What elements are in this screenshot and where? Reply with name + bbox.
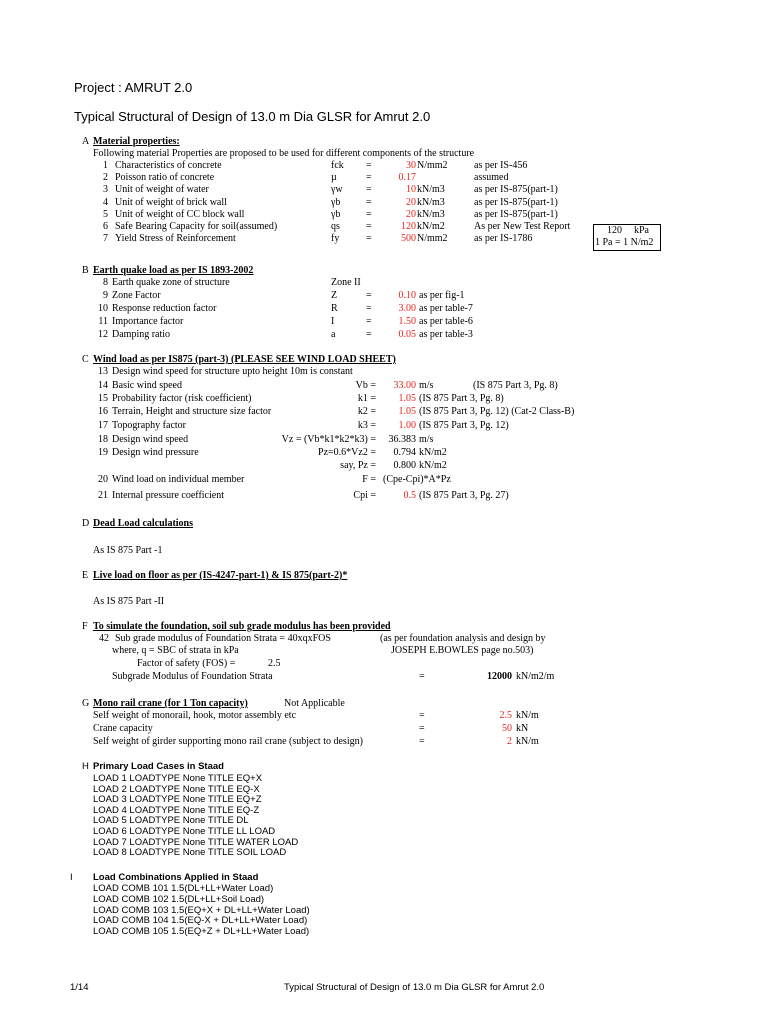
equals-sign: = [366,221,372,232]
row-symbol: F = [362,474,376,485]
equals-sign: = [366,328,372,340]
load-case-line: LOAD 1 LOADTYPE None TITLE EQ+X [93,773,263,784]
row-number: 3 [103,184,108,196]
row-value: 120 [401,221,416,232]
fos-value: 2.5 [268,658,281,669]
subgrade-label: Subgrade Modulus of Foundation Strata [112,671,273,682]
equals-sign: = [419,722,425,734]
equals-sign: = [366,315,372,327]
equals-sign: = [366,289,372,301]
section-letter: E [82,570,89,581]
row-note: as per IS-1786 [474,233,533,245]
row-note: (IS 875 Part 3, Pg. 8) [473,380,558,391]
row-description: Poisson ratio of concrete [115,172,215,184]
row-symbol: k1 = [357,393,376,404]
section-intro: Following material Properties are proposed to be used for different components of the structure [93,148,475,159]
row-value: 0.794 [393,447,416,458]
row-symbol: Z [331,289,338,301]
row-note: as per table-6 [419,315,473,327]
row-note: as per table-3 [419,328,473,340]
sbc-box-unit: kPa [634,225,649,236]
row-number: 4 [103,196,108,208]
load-combination-line: LOAD COMB 102 1.5(DL+LL+Soil Load) [93,893,265,905]
row-unit: kN/m3 [417,208,445,220]
row-symbol: µ [331,172,337,184]
row-value: 0.10 [398,289,416,301]
row-symbol: a [331,328,336,340]
row-description: Response reduction factor [112,302,217,314]
load-combination-line: LOAD COMB 103 1.5(EQ+X + DL+LL+Water Load) [93,904,310,916]
section-heading: Dead Load calculations [93,518,194,529]
equals-sign: = [366,196,372,208]
row-symbol: fck [331,160,344,171]
page-number: 1/14 [70,982,89,993]
section-heading: Live load on floor as per (IS-4247-part-1) & IS 875(part-2)* [93,570,348,581]
subgrade-value: 12000 [487,671,512,682]
section-letter: A [82,136,90,147]
reference-line-2: JOSEPH E.BOWLES page no.503) [391,645,534,656]
row-unit: kN/m2 [417,221,445,232]
load-combination-line: LOAD COMB 101 1.5(DL+LL+Water Load) [93,883,274,894]
row-symbol: fy [331,233,340,245]
equals-sign: = [419,735,425,747]
row-note: as per table-7 [419,302,473,314]
row-note: (IS 875 Part 3, Pg. 12) (Cat-2 Class-B) [419,406,575,417]
row-description: Wind load on individual member [112,474,245,485]
row-value: (Cpe-Cpi)*A*Pz [383,474,451,485]
reference-line-1: (as per foundation analysis and design by [380,633,546,644]
row-value: 1.05 [398,393,416,404]
row-description: Self weight of monorail, hook, motor assembly etc [93,710,297,721]
row-number: 19 [98,447,108,458]
row-number: 17 [98,420,108,431]
row-description: Probability factor (risk coefficient) [112,393,252,404]
row-symbol: k3 = [357,420,376,431]
row-value: 2.5 [499,710,512,721]
row-number: 15 [98,393,108,404]
section-heading: Load Combinations Applied in Staad [93,872,259,883]
equals-sign: = [366,233,372,245]
row-description: Unit of weight of brick wall [115,196,227,208]
row-number: 5 [103,208,108,220]
load-case-line: LOAD 2 LOADTYPE None TITLE EQ-X [93,783,260,795]
row-description: Crane capacity [93,722,153,734]
equals-sign: = [366,208,372,220]
row-value: 50 [502,722,512,734]
section-heading: Mono rail crane (for 1 Ton capacity) [93,698,248,709]
sbc-box [593,224,661,251]
row-description: Design wind speed for structure upto height 10m is constant [112,366,353,377]
row-note: assumed [474,172,509,184]
section-heading: Earth quake load as per IS 1893-2002 [93,265,254,276]
crane-status: Not Applicable [284,698,345,709]
load-case-line: LOAD 7 LOADTYPE None TITLE WATER LOAD [93,836,299,848]
sbc-box-value: 120 [607,225,622,236]
section-heading: To simulate the foundation, soil sub grade modulus has been provided [93,621,391,632]
row-number: 14 [98,380,108,391]
row-value: 30 [406,160,416,171]
equals-sign: = [366,160,372,171]
row-note: as per IS-875(part-1) [474,184,558,196]
equals-sign: = [366,184,372,196]
row-number: 12 [98,328,108,340]
row-symbol: γb [331,208,341,220]
row-value: 36.383 [388,434,416,445]
row-unit: kN/m3 [417,184,445,196]
row-description: Damping ratio [112,328,171,340]
row-value: 0.800 [393,460,416,471]
row-number: 21 [98,490,108,501]
row-number: 9 [103,289,108,301]
row-description: Basic wind speed [112,380,182,391]
row-description: Importance factor [112,315,184,327]
row-note: As per New Test Report [474,221,571,232]
row-symbol: Vb = [355,380,376,391]
project-line: Project : AMRUT 2.0 [74,80,193,95]
row-description: Design wind speed [112,434,189,445]
row-symbol: Cpi = [353,490,376,501]
row-symbol: γw [331,184,343,196]
row-unit: kN/m2 [419,447,447,458]
row-description: Safe Bearing Capacity for soil(assumed) [115,221,278,232]
row-value: 0.05 [398,328,416,340]
row-number: 11 [98,315,108,327]
load-case-line: LOAD 3 LOADTYPE None TITLE EQ+Z [93,794,262,806]
row-number: 13 [98,366,108,377]
row-symbol: Zone II [331,277,361,288]
row-description: Unit of weight of CC block wall [115,208,245,220]
section-letter: H [82,761,89,772]
row-description: Earth quake zone of structure [112,277,230,288]
row-value: 2 [507,735,512,747]
row-value: 10 [406,184,416,196]
row-symbol: Vz = (Vb*k1*k2*k3) = [281,434,376,445]
load-case-line: LOAD 4 LOADTYPE None TITLE EQ-Z [93,804,260,816]
row-unit: m/s [419,434,434,445]
fos-label: Factor of safety (FOS) = [137,658,236,669]
row-number: 1 [103,160,108,171]
row-number: 20 [98,474,108,485]
section-heading: Material properties: [93,136,180,147]
row-note: as per IS-456 [474,160,528,171]
subgrade-unit: kN/m2/m [516,671,555,682]
sbc-box-note: 1 Pa = 1 N/m2 [595,237,654,248]
row-number: 2 [103,172,108,184]
row-number: 6 [103,221,108,232]
section-letter: C [82,354,89,365]
row-note: as per IS-875(part-1) [474,208,558,220]
row-description: Design wind pressure [112,447,199,458]
row-value: 500 [401,233,416,245]
row-number: 16 [98,406,108,417]
row-description: Terrain, Height and structure size factor [112,406,272,417]
page-title: Typical Structural of Design of 13.0 m Dia GLSR for Amrut 2.0 [74,109,431,124]
where-line: where, q = SBC of strata in kPa [112,645,239,656]
row-symbol: γb [331,196,341,208]
row-symbol: Pz=0.6*Vz2 = [318,447,376,458]
row-unit: kN/m [516,735,539,747]
row-description: Topography factor [112,420,186,431]
row-note: (IS 875 Part 3, Pg. 12) [419,420,509,431]
section-letter: D [82,518,90,529]
row-unit: m/s [419,380,434,391]
row-description: Self weight of girder supporting mono rail crane (subject to design) [93,735,363,747]
row-unit: N/mm2 [417,160,448,171]
row-number: 8 [103,277,108,288]
row-value: 20 [406,208,416,220]
row-description: Characteristics of concrete [115,160,222,171]
load-case-line: LOAD 5 LOADTYPE None TITLE DL [93,815,249,827]
row-value: 0.5 [403,490,416,501]
equals-sign: = [366,172,372,184]
row-value: 33.00 [393,380,416,391]
section-text: As IS 875 Part -1 [93,545,163,556]
section-letter: B [82,265,89,276]
row-symbol: I [331,315,335,327]
row-unit: kN/m3 [417,196,445,208]
section-letter: I [70,872,73,883]
footer-title: Typical Structural of Design of 13.0 m Dia GLSR for Amrut 2.0 [284,982,545,993]
row-value: 3.00 [398,302,416,314]
row-number: 18 [98,434,108,445]
row-value: 0.17 [398,172,416,184]
row-note: as per IS-875(part-1) [474,196,558,208]
load-combination-line: LOAD COMB 105 1.5(EQ+Z + DL+LL+Water Load) [93,926,310,938]
row-symbol: k2 = [357,406,376,417]
section-heading: Wind load as per IS875 (part-3) (PLEASE SEE WIND LOAD SHEET) [93,354,396,365]
row-note: (IS 875 Part 3, Pg. 8) [419,393,504,404]
section-letter: F [82,621,88,632]
row-symbol: R [331,302,338,314]
section-letter: G [82,698,90,709]
row-unit: kN [516,722,529,734]
equals-sign: = [366,302,372,314]
row-symbol: qs [331,221,340,232]
section-text: As IS 875 Part -II [93,596,165,607]
row-unit: N/mm2 [417,233,448,245]
row-unit: kN/m2 [419,460,447,471]
row-value: 20 [406,196,416,208]
load-case-line: LOAD 6 LOADTYPE None TITLE LL LOAD [93,826,276,837]
row-number: 42 [99,633,109,644]
row-description: Zone Factor [112,289,161,301]
row-number: 10 [98,302,108,314]
load-combination-line: LOAD COMB 104 1.5(EQ-X + DL+LL+Water Load) [93,915,308,927]
row-description: Yield Stress of Reinforcement [115,233,236,245]
row-description: Unit of weight of water [115,184,209,196]
row-note: as per fig-1 [419,289,465,301]
row-value: 1.50 [398,315,416,327]
equals-sign: = [419,671,425,682]
row-symbol: say, Pz = [340,460,376,471]
row-note: (IS 875 Part 3, Pg. 27) [419,490,509,501]
section-heading: Primary Load Cases in Staad [93,761,224,772]
row-number: 7 [103,233,108,245]
load-case-line: LOAD 8 LOADTYPE None TITLE SOIL LOAD [93,847,287,859]
row-unit: kN/m [516,710,539,721]
subgrade-formula: Sub grade modulus of Foundation Strata = 40xqxFOS [115,633,331,644]
row-description: Internal pressure coefficient [112,490,224,501]
equals-sign: = [419,710,425,721]
row-value: 1.00 [398,420,416,431]
row-value: 1.05 [398,406,416,417]
